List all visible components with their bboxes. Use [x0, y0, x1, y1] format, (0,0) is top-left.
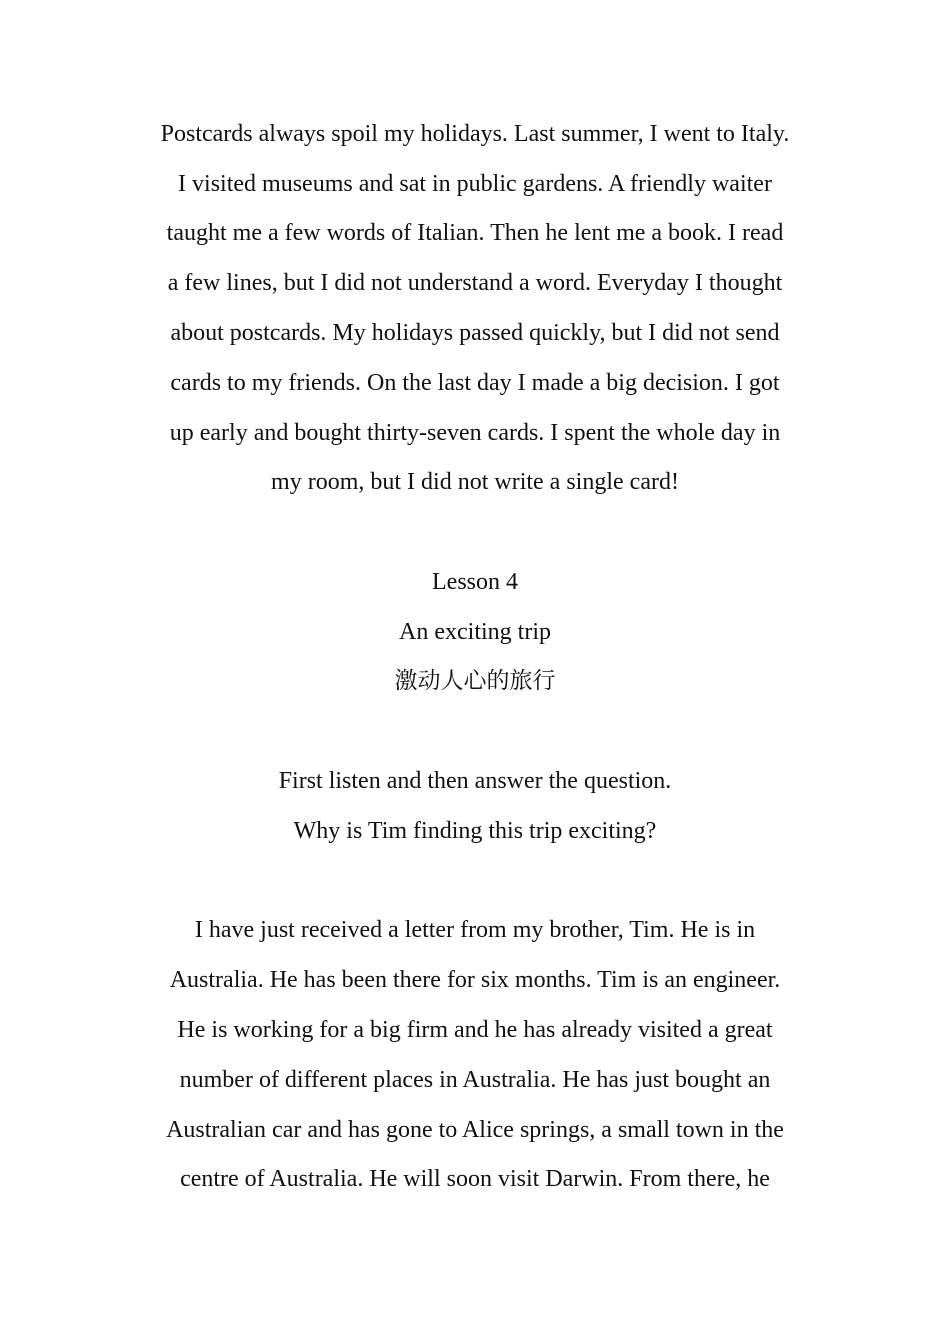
lesson-number: Lesson 4 — [432, 569, 518, 595]
text-line: cards to my friends. On the last day I made a big decision. I got — [170, 370, 780, 396]
text-line: my room, but I did not write a single card! — [271, 469, 679, 495]
text-line: about postcards. My holidays passed quickly, but I did not send — [170, 320, 780, 346]
text-line: centre of Australia. He will soon visit Darwin. From there, he — [180, 1166, 770, 1192]
lesson-title: An exciting trip — [399, 619, 551, 645]
text-line: up early and bought thirty-seven cards. I spent the whole day in — [169, 420, 781, 446]
text-line: taught me a few words of Italian. Then he lent me a book. I read — [166, 220, 784, 246]
text-line: Australia. He has been there for six months. Tim is an engineer. — [169, 967, 781, 993]
text-line: number of different places in Australia. He has just bought an — [179, 1067, 771, 1093]
text-line: He is working for a big firm and he has already visited a great — [177, 1017, 773, 1043]
text-line: Postcards always spoil my holidays. Last summer, I went to Italy. — [160, 121, 790, 147]
text-line: a few lines, but I did not understand a word. Everyday I thought — [167, 270, 783, 296]
question-instruction: First listen and then answer the question. — [278, 768, 672, 794]
text-line: Australian car and has gone to Alice springs, a small town in the — [166, 1117, 784, 1143]
text-line: I visited museums and sat in public gardens. A friendly waiter — [178, 171, 772, 197]
lesson-title-chinese: 激动人心的旅行 — [394, 668, 556, 694]
question-text: Why is Tim finding this trip exciting? — [293, 818, 657, 844]
text-line: I have just received a letter from my brother, Tim. He is in — [194, 917, 756, 943]
